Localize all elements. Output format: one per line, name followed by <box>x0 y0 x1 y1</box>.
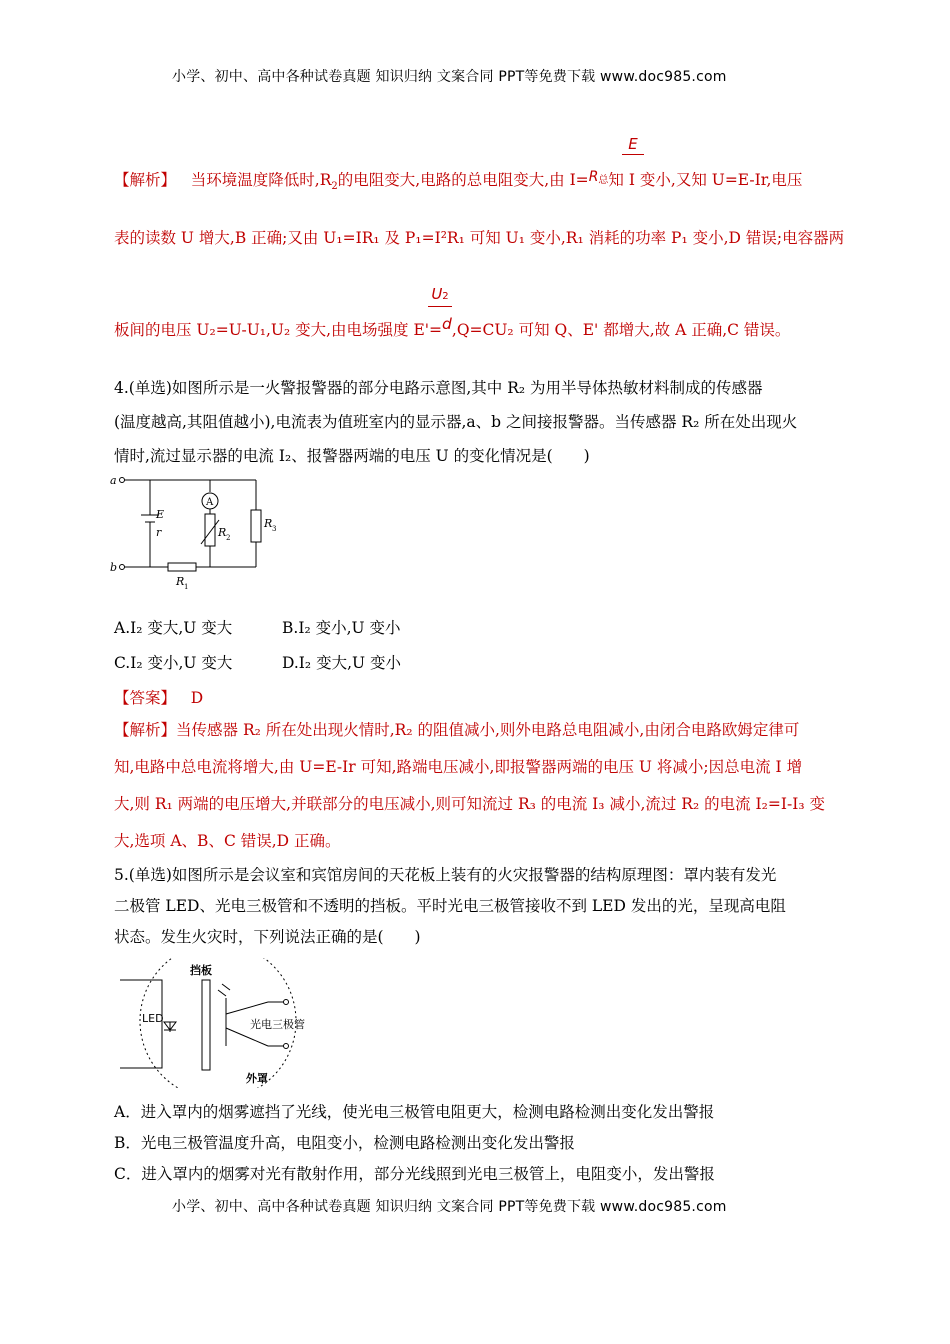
resistor-r1 <box>168 563 196 571</box>
label-A: A <box>206 497 214 508</box>
fraction-1 <box>622 134 644 153</box>
answer-value: D <box>190 689 204 707</box>
thermistor-slash <box>201 520 219 544</box>
resistor-r2 <box>205 514 215 546</box>
analysis3-text-b: ,Q=CU₂ 可知 Q、E' 都增大,故 A 正确,C 错误。 <box>451 321 791 339</box>
fraction-numerator: E <box>628 135 638 153</box>
label-R3: R <box>264 517 273 530</box>
label-R2: R <box>218 526 227 539</box>
fraction-denominator: R <box>588 169 599 185</box>
q5-line3: 状态。发生火灾时，下列说法正确的是( ) <box>114 928 421 946</box>
analysis3-line1: 【解析】 当环境温度降低时$,R_2$的电阻变大,电路的总电阻变大,由 I=R总知 I 变小,又知 U=E-Ir,电压 <box>114 169 803 193</box>
fraction-numerator: U <box>431 285 443 303</box>
q4-analysis-line4: 大,选项 A、B、C 错误,D 正确。 <box>114 832 341 850</box>
label-E: E <box>156 508 165 521</box>
terminal-top <box>284 1000 289 1005</box>
q5-option-c: C．进入罩内的烟雾对光有散射作用，部分光线照到光电三极管上，电阻变小，发出警报 <box>114 1165 715 1183</box>
baffle <box>202 980 210 1070</box>
terminal-a <box>120 478 125 483</box>
q4-option-a: A.I₂ 变大,U 变大 <box>114 619 233 637</box>
answer-tag: 【答案】 <box>114 689 177 707</box>
label-R1-sub: 1 <box>184 583 189 591</box>
q4-answer <box>114 686 203 708</box>
page-header: 小学、初中、高中各种试卷真题 知识归纳 文案合同 PPT等免费下载 www.doc985.com <box>172 69 727 85</box>
q5-line2: 二极管 LED、光电三极管和不透明的挡板。平时光电三极管接收不到 LED 发出的光，呈现高电阻 <box>114 897 786 915</box>
label-r: r <box>156 526 162 539</box>
label-R1: R <box>176 575 185 588</box>
terminal-b <box>120 565 125 570</box>
label-R3-sub: 3 <box>272 525 277 533</box>
q4-analysis-line2: 知,电路中总电流将增大,由 U=E-Ir 可知,路端电压减小,即报警器两端的电压 U 将减小;因总电流 I 增 <box>114 758 803 776</box>
analysis3-text-c: 知 I 变小,又知 U=E-Ir,电压 <box>608 171 803 189</box>
analysis3-text-a: 当环境温度降低时,R <box>190 171 332 189</box>
smoke-detector-diagram <box>118 958 338 1088</box>
fraction-denominator: d <box>442 315 452 333</box>
label-phototransistor: 光电三极管 <box>250 1018 305 1031</box>
q4-line2: (温度越高,其阻值越小),电流表为值班室内的显示器,a、b 之间接报警器。当传感器 R₂ 所在处出现火 <box>114 413 798 431</box>
analysis-tag: 【解析】 <box>114 171 177 189</box>
fraction-2 <box>428 284 452 303</box>
analysis-tag: 【解析】 <box>114 721 177 739</box>
analysis-text: 当传感器 R₂ 所在处出现火情时,R₂ 的阻值减小,则外电路总电阻减小,由闭合电路欧姆定律可 <box>176 721 800 739</box>
analysis3-line3 <box>114 315 791 340</box>
circuit-diagram <box>110 470 290 598</box>
fraction-denominator-sub: 总 <box>598 175 609 186</box>
q5-option-b: B．光电三极管温度升高，电阻变小，检测电路检测出变化发出警报 <box>114 1134 575 1152</box>
label-b: b <box>110 561 118 574</box>
fraction-bar <box>622 154 644 155</box>
label-a: a <box>110 474 117 487</box>
label-R2-sub: 2 <box>226 534 231 542</box>
analysis3-line2: 表的读数 U 增大,B 正确;又由 U₁=IR₁ 及 P₁=I²R₁ 可知 U₁ 变小,R₁ 消耗的功率 P₁ 变小,D 错误;电容器两 <box>114 229 845 247</box>
analysis3-text-b: 的电阻变大,电路的总电阻变大,由 I= <box>337 171 589 189</box>
q4-option-b: B.I₂ 变小,U 变小 <box>282 619 401 637</box>
q4-analysis-line3: 大,则 R₁ 两端的电压增大,并联部分的电压减小,则可知流过 R₃ 的电流 I₃ 减小,流过 R₂ 的电流 I₂=I-I₃ 变 <box>114 795 825 813</box>
label-baffle: 挡板 <box>190 964 212 977</box>
q4-option-d: D.I₂ 变大,U 变小 <box>282 654 401 672</box>
q5-option-a: A．进入罩内的烟雾遮挡了光线，使光电三极管电阻更大，检测电路检测出变化发出警报 <box>114 1103 715 1121</box>
fraction-numerator-sub: 2 <box>442 291 449 302</box>
q4-line1: 4.(单选)如图所示是一火警报警器的部分电路示意图,其中 R₂ 为用半导体热敏材料制成的传感器 <box>114 379 763 397</box>
q4-option-c: C.I₂ 变小,U 变大 <box>114 654 233 672</box>
label-led: LED <box>142 1012 164 1025</box>
q5-line1: 5.(单选)如图所示是会议室和宾馆房间的天花板上装有的火灾报警器的结构原理图：罩内装有发光 <box>114 866 777 884</box>
q4-analysis-line1 <box>114 718 799 740</box>
q4-line3: 情时,流过显示器的电流 I₂、报警器两端的电压 U 的变化情况是( ) <box>114 447 590 465</box>
analysis3-text-a: 板间的电压 U₂=U-U₁,U₂ 变大,由电场强度 E'= <box>114 321 443 339</box>
page-footer: 小学、初中、高中各种试卷真题 知识归纳 文案合同 PPT等免费下载 www.doc985.com <box>172 1199 727 1215</box>
fraction-bar <box>428 306 452 307</box>
label-cover: 外罩 <box>246 1072 268 1085</box>
resistor-r3 <box>251 510 261 542</box>
terminal-bottom <box>284 1044 289 1049</box>
